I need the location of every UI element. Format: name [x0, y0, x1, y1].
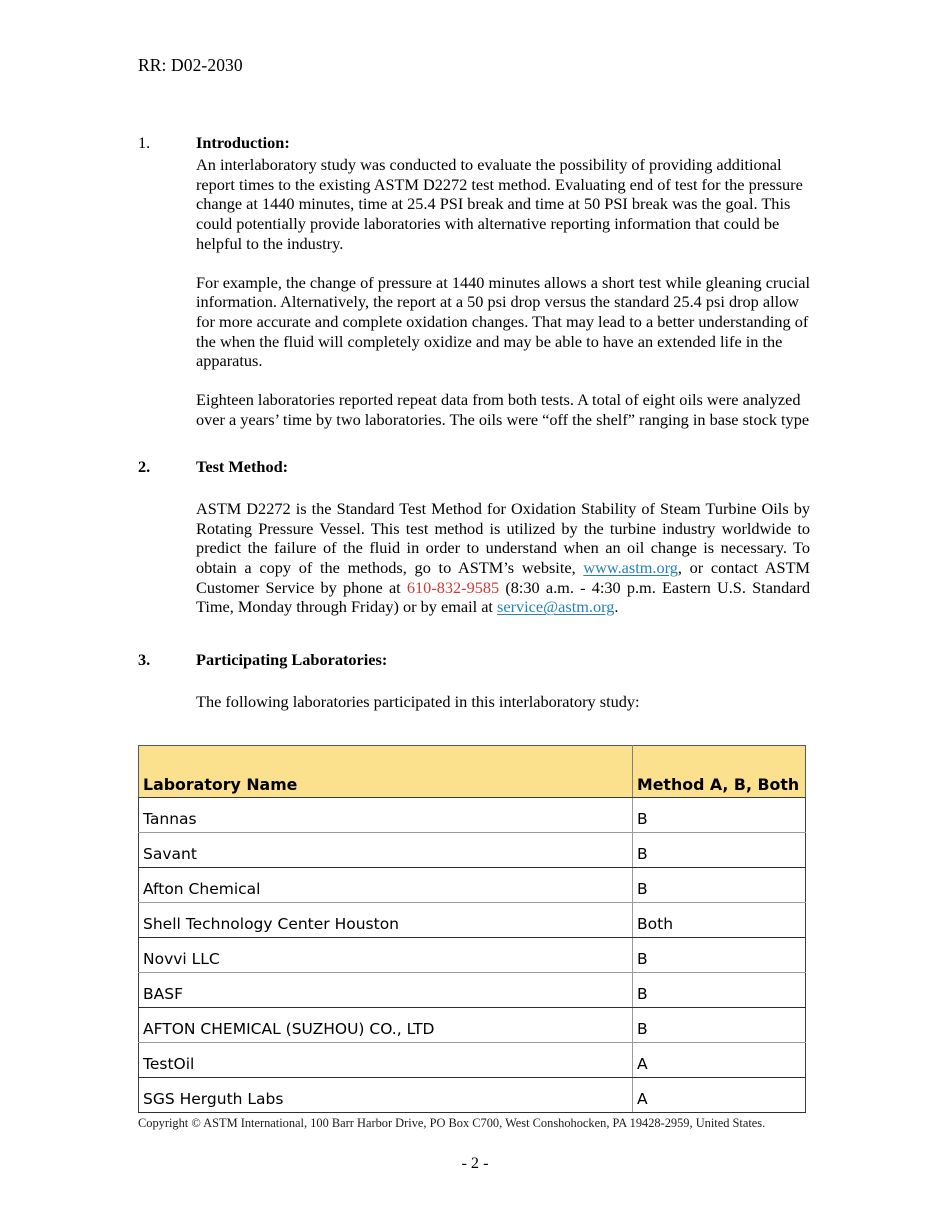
paragraph-spacer [138, 480, 810, 500]
laboratories-table-body [139, 798, 806, 1113]
paragraph-spacer [138, 672, 810, 692]
astm-email-link[interactable]: service@astm.org [497, 597, 615, 617]
cell-method: B [633, 1008, 806, 1043]
section-test-method-heading [138, 456, 810, 477]
cell-method: A [633, 1043, 806, 1078]
table-header-row [139, 746, 806, 798]
section-participating-laboratories-number: 3. [138, 649, 151, 669]
page-number: - 2 - [461, 1153, 489, 1172]
cell-method: B [633, 833, 806, 868]
cell-method: B [633, 798, 806, 833]
paragraph-spacer [138, 253, 810, 273]
test-method-text-part-3: (8:30 a.m. - 4:30 p.m. Eastern U.S. Standard Time, Monday through Friday) or by email at [196, 577, 810, 617]
cell-laboratory-name: SGS Herguth Labs [139, 1078, 633, 1113]
copyright-notice: Copyright © ASTM International, 100 Barr Harbor Drive, PO Box C700, West Conshohocken, PA 19428-2959, United States. [138, 1116, 766, 1130]
cell-laboratory-name: AFTON CHEMICAL (SUZHOU) CO., LTD [139, 1008, 633, 1043]
table-row [139, 938, 806, 973]
cell-laboratory-name: BASF [139, 973, 633, 1008]
cell-laboratory-name: Afton Chemical [139, 868, 633, 903]
section-participating-laboratories-heading [138, 649, 810, 670]
introduction-paragraph-2: For example, the change of pressure at 1440 minutes allows a short test while gleaning crucial information. Alternatively, the report at a 50 psi drop versus the standard 25.4 psi drop allow for more accurate and complete oxidation changes. That may lead to a better understanding of the when the fluid will completely oxidize and may be able to have an extended life in the apparatus. [196, 272, 810, 371]
section-participating-laboratories [138, 649, 810, 711]
test-method-text-part-4: . [614, 597, 619, 617]
table-row [139, 973, 806, 1008]
section-introduction-title: Introduction: [196, 133, 290, 152]
column-header-laboratory-name: Laboratory Name [139, 746, 633, 798]
cell-method: A [633, 1078, 806, 1113]
introduction-paragraph-1: An interlaboratory study was conducted to evaluate the possibility of providing additional report times to the existing ASTM D2272 test method. Evaluating end of test for the pressure change at 1440 minutes, time at 25.4 PSI break and time at 50 PSI break was the goal. This could potentially provide laboratories with alternative reporting information that could be helpful to the industry. [196, 155, 803, 253]
test-method-text-part-1: ASTM D2272 is the Standard Test Method for Oxidation Stability of Steam Turbine Oils by Rotating Pressure Vessel. This test method is utilized by the turbine industry worldwide to predict the failure of the fluid in order to understand when an oil change is necessary. To obtain a copy of the methods, go to ASTM’s website, [196, 499, 810, 578]
section-spacer [138, 617, 810, 649]
cell-laboratory-name: Novvi LLC [139, 938, 633, 973]
laboratories-table-container [138, 745, 805, 1113]
section-introduction [138, 132, 810, 429]
test-method-text-part-2: , or contact ASTM Customer Service by phone at [196, 558, 810, 597]
cell-method: B [633, 938, 806, 973]
table-row [139, 903, 806, 938]
paragraph-spacer [138, 371, 810, 391]
cell-laboratory-name: Tannas [139, 798, 633, 833]
table-row [139, 1008, 806, 1043]
section-introduction-heading [138, 132, 810, 153]
participating-laboratories-intro: The following laboratories participated in this interlaboratory study: [196, 691, 640, 711]
astm-phone-number: 610-832-9585 [406, 577, 500, 597]
cell-method: B [633, 973, 806, 1008]
table-row [139, 1078, 806, 1113]
table-row [139, 868, 806, 903]
section-spacer [138, 429, 810, 456]
section-test-method-number: 2. [138, 457, 151, 477]
cell-method: B [633, 868, 806, 903]
section-introduction-number: 1. [138, 133, 151, 152]
document-body [138, 132, 810, 711]
test-method-paragraph [196, 499, 810, 617]
cell-laboratory-name: Savant [139, 833, 633, 868]
cell-laboratory-name: Shell Technology Center Houston [139, 903, 633, 938]
introduction-paragraph-3: Eighteen laboratories reported repeat data from both tests. A total of eight oils were analyzed over a years’ time by two laboratories. The oils were “off the shelf” ranging in base stock type [196, 390, 810, 429]
section-participating-laboratories-title: Participating Laboratories: [196, 649, 388, 669]
table-row [139, 1043, 806, 1078]
laboratories-table-head [139, 746, 806, 798]
section-test-method-title: Test Method: [196, 457, 289, 477]
astm-website-link[interactable]: www.astm.org [583, 558, 678, 578]
section-test-method [138, 456, 810, 616]
cell-method: Both [633, 903, 806, 938]
laboratories-table [138, 745, 806, 1113]
table-row [139, 833, 806, 868]
column-header-method: Method A, B, Both [633, 746, 806, 798]
running-header: RR: D02-2030 [138, 55, 243, 75]
cell-laboratory-name: TestOil [139, 1043, 633, 1078]
table-row [139, 798, 806, 833]
